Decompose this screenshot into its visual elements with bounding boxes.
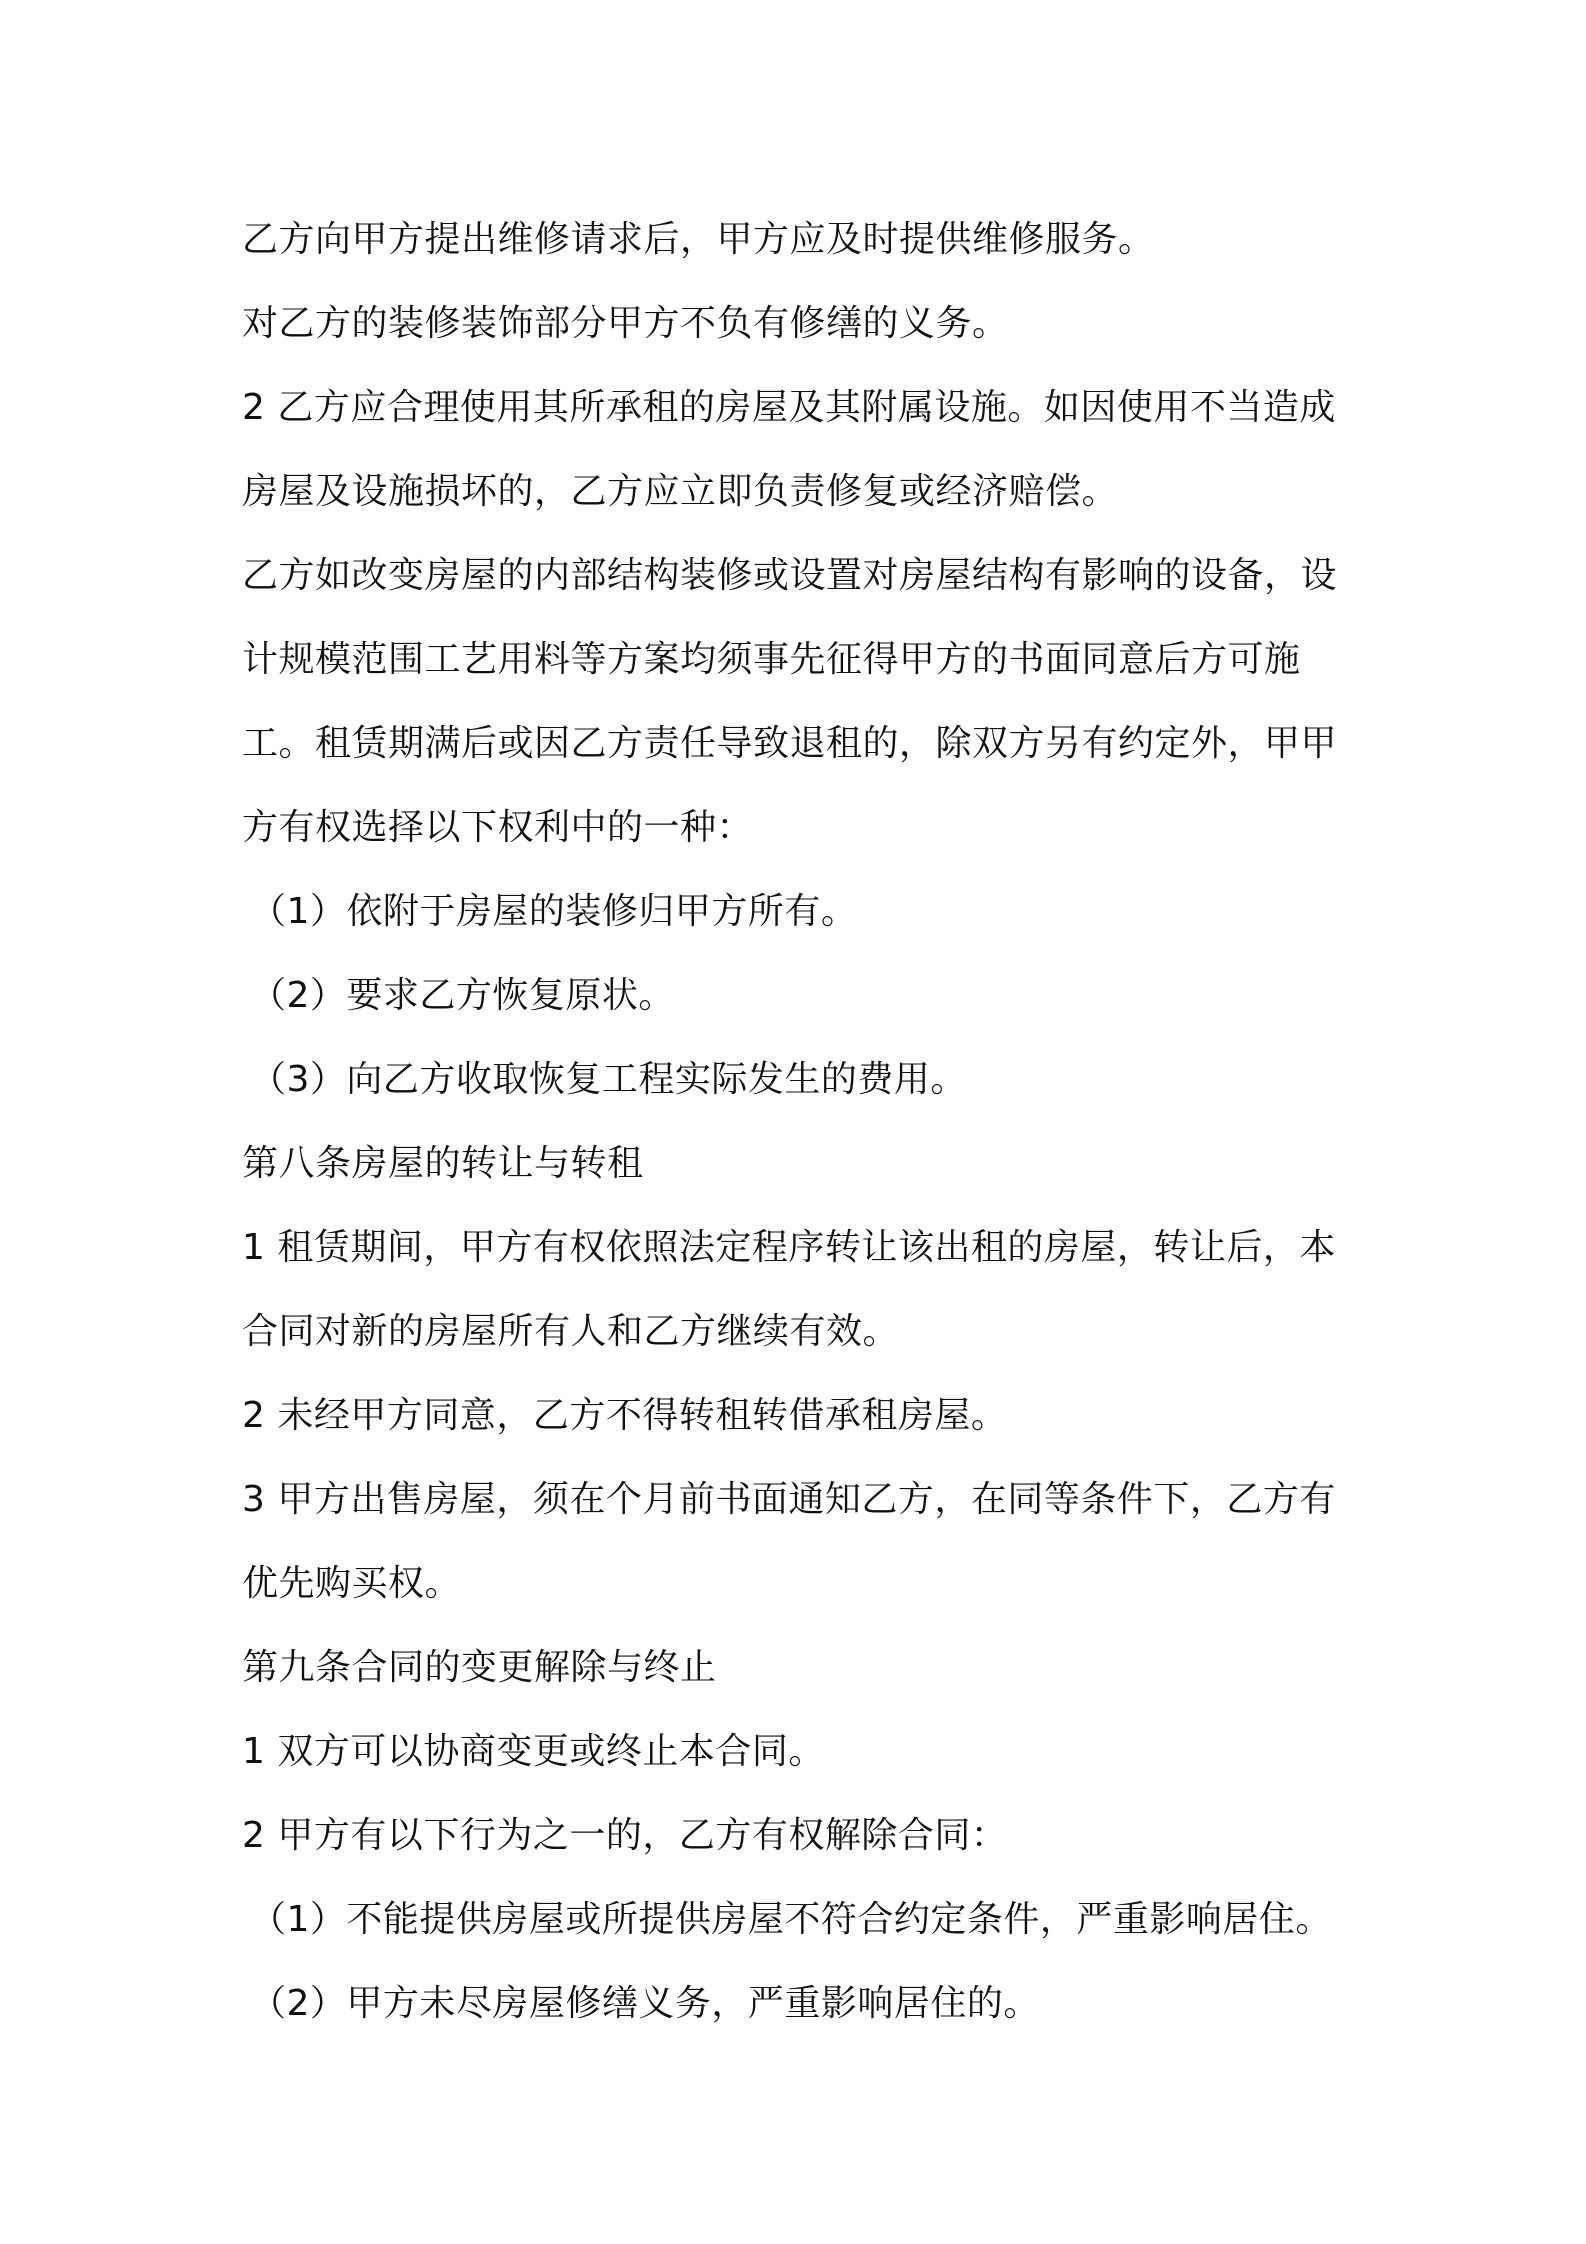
paragraph-line: 2 乙方应合理使用其所承租的房屋及其附属设施。如因使用不当造成 bbox=[242, 387, 1336, 428]
section-heading: 第八条房屋的转让与转租 bbox=[242, 1143, 644, 1184]
list-item: （1）依附于房屋的装修归甲方所有。 bbox=[250, 891, 858, 932]
list-item: （2）要求乙方恢复原状。 bbox=[250, 975, 675, 1016]
list-item: （1）不能提供房屋或所提供房屋不符合约定条件，严重影响居住。 bbox=[250, 1899, 1332, 1940]
paragraph-line: 1 租赁期间，甲方有权依照法定程序转让该出租的房屋，转让后，本 bbox=[242, 1227, 1336, 1268]
paragraph-line: 优先购买权。 bbox=[242, 1563, 462, 1604]
paragraph-line: 乙方向甲方提出维修请求后，甲方应及时提供维修服务。 bbox=[242, 219, 1155, 260]
list-item: （2）甲方未尽房屋修缮义务，严重影响居住的。 bbox=[250, 1983, 1040, 2024]
paragraph-line: 乙方如改变房屋的内部结构装修或设置对房屋结构有影响的设备，设 bbox=[242, 555, 1338, 596]
list-item: （3）向乙方收取恢复工程实际发生的费用。 bbox=[250, 1059, 967, 1100]
paragraph-line: 房屋及设施损坏的，乙方应立即负责修复或经济赔偿。 bbox=[242, 471, 1119, 512]
paragraph-line: 3 甲方出售房屋，须在个月前书面通知乙方，在同等条件下，乙方有 bbox=[242, 1479, 1336, 1520]
paragraph-line: 合同对新的房屋所有人和乙方继续有效。 bbox=[242, 1311, 900, 1352]
paragraph-line: 1 双方可以协商变更或终止本合同。 bbox=[242, 1731, 825, 1772]
paragraph-line: 方有权选择以下权利中的一种： bbox=[242, 807, 754, 848]
paragraph-line: 2 未经甲方同意，乙方不得转租转借承租房屋。 bbox=[242, 1395, 1008, 1436]
paragraph-line: 对乙方的装修装饰部分甲方不负有修缮的义务。 bbox=[242, 303, 1009, 344]
paragraph-line: 计规模范围工艺用料等方案均须事先征得甲方的书面同意后方可施 bbox=[242, 639, 1301, 680]
document-body bbox=[242, 198, 1362, 2046]
paragraph-line: 2 甲方有以下行为之一的，乙方有权解除合同： bbox=[242, 1815, 1008, 1856]
paragraph-line: 工。租赁期满后或因乙方责任导致退租的，除双方另有约定外，甲甲 bbox=[242, 723, 1338, 764]
section-heading: 第九条合同的变更解除与终止 bbox=[242, 1647, 717, 1688]
